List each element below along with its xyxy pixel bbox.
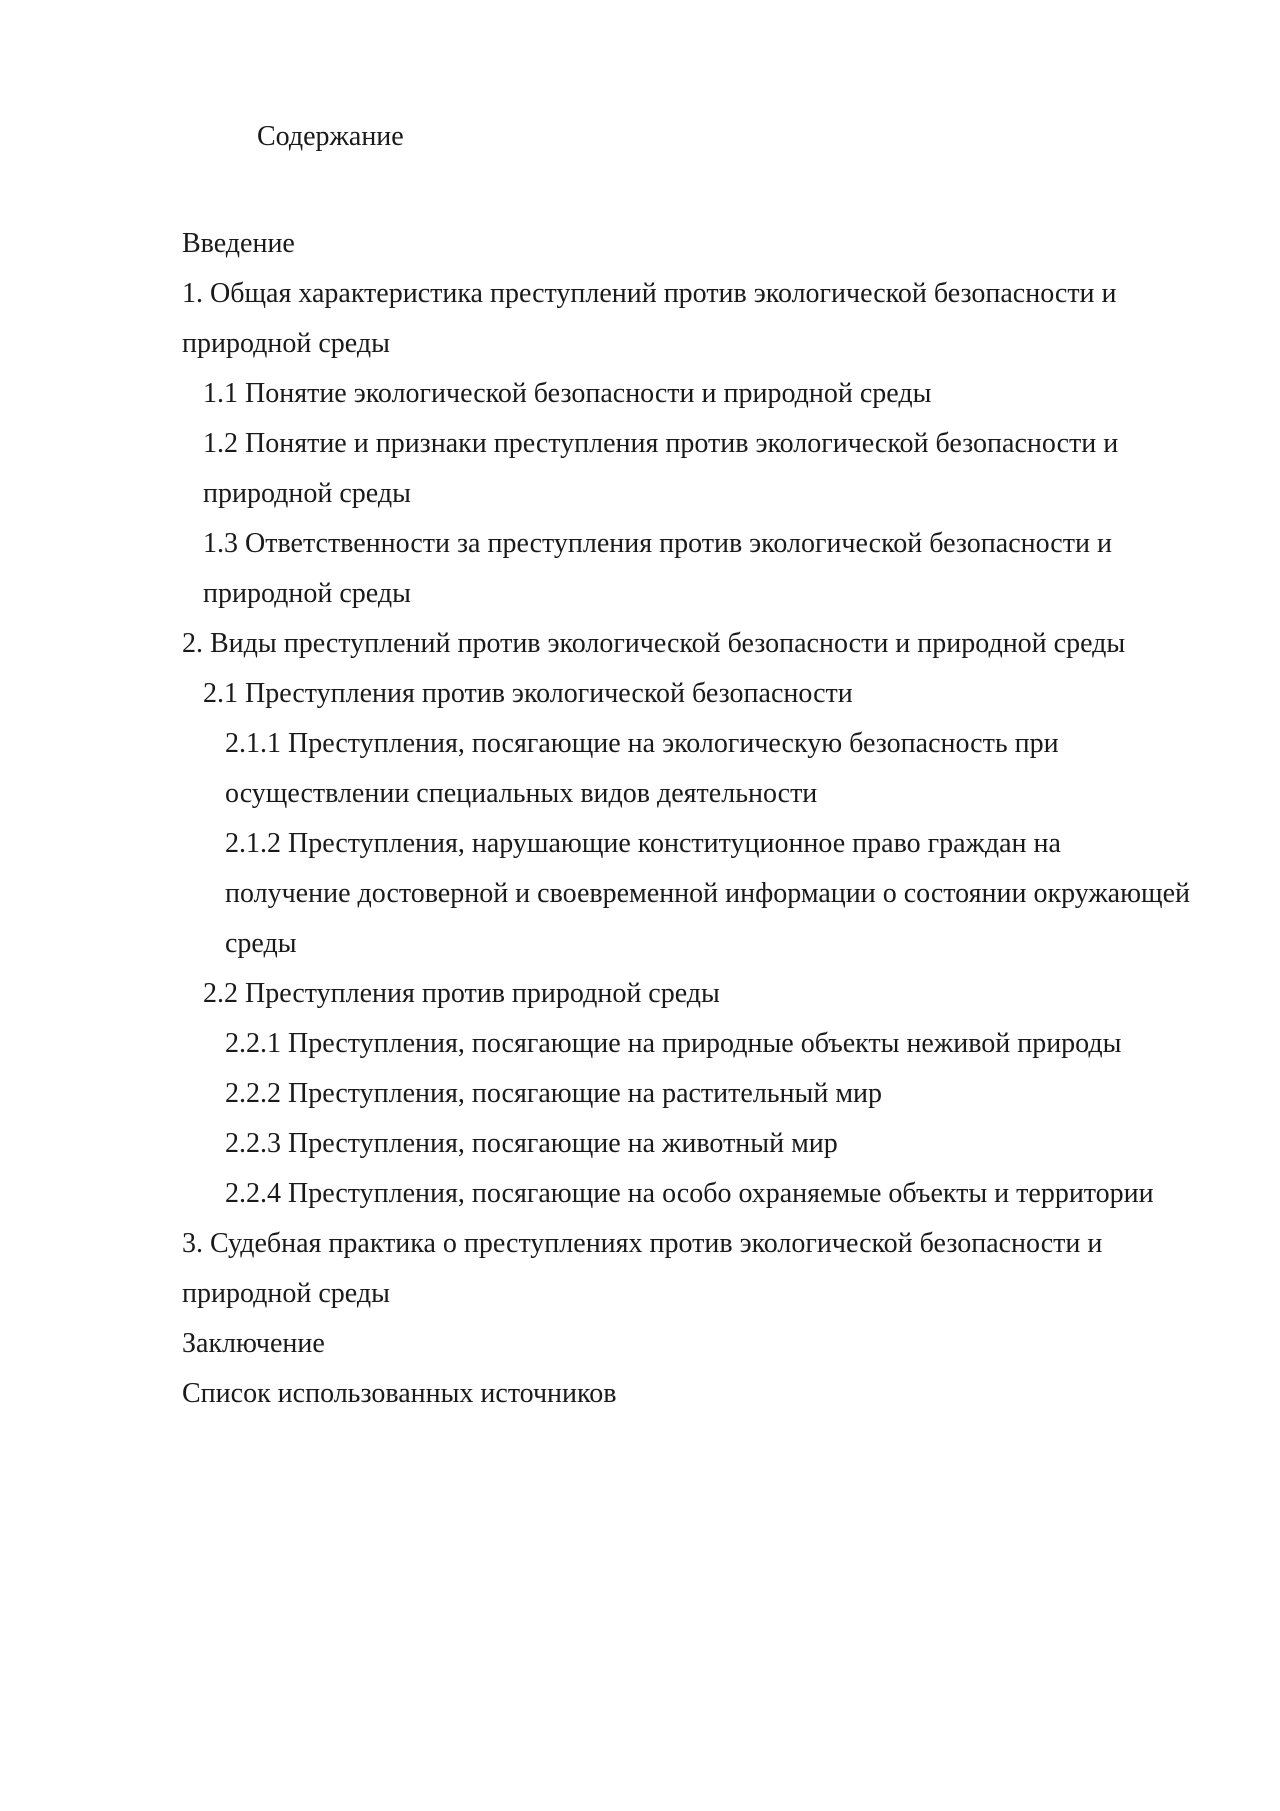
toc-item-label: Заключение <box>182 1328 325 1359</box>
toc-item-label: 2.1.1 Преступления, посягающие на экологическую безопасность при осуществлении специальных видов деятельности <box>225 728 1059 809</box>
toc-item-label: 2.2.2 Преступления, посягающие на растительный мир <box>225 1078 883 1109</box>
toc-item-references <box>182 1369 1192 1419</box>
toc-item-section-2-1-2 <box>182 819 1192 969</box>
toc-item-label: 2.2.1 Преступления, посягающие на природные объекты неживой природы <box>225 1028 1122 1059</box>
toc-item-label: 2.2.3 Преступления, посягающие на животный мир <box>225 1128 838 1159</box>
toc-item-label: 2.2.4 Преступления, посягающие на особо охраняемые объекты и территории <box>225 1178 1154 1209</box>
toc-item-introduction <box>182 219 1192 269</box>
toc-item-section-1-1 <box>182 369 1192 419</box>
toc-item-chapter-2 <box>182 619 1192 669</box>
toc-item-conclusion <box>182 1319 1192 1369</box>
toc-item-section-2-1 <box>182 669 1192 719</box>
toc-item-label: 1.2 Понятие и признаки преступления против экологической безопасности и природной среды <box>203 428 1119 509</box>
toc-item-label: 2.1 Преступления против экологической безопасности <box>203 678 853 709</box>
toc-title: Содержание <box>257 121 404 152</box>
toc-item-section-1-2 <box>182 419 1192 519</box>
toc-item-section-2-2-2 <box>182 1069 1192 1119</box>
toc-item-section-1-3 <box>182 519 1192 619</box>
toc-item-label: 2. Виды преступлений против экологической безопасности и природной среды <box>182 628 1126 659</box>
toc-item-chapter-1 <box>182 269 1192 369</box>
toc-item-section-2-2 <box>182 969 1192 1019</box>
toc-item-label: 1. Общая характеристика преступлений против экологической безопасности и природной среды <box>182 278 1117 359</box>
toc-item-chapter-3 <box>182 1219 1192 1319</box>
toc-item-label: Список использованных источников <box>182 1378 617 1409</box>
toc-item-section-2-1-1 <box>182 719 1192 819</box>
toc-item-section-2-2-1 <box>182 1019 1192 1069</box>
toc-item-section-2-2-3 <box>182 1119 1192 1169</box>
toc-item-label: 2.2 Преступления против природной среды <box>203 978 720 1009</box>
toc-item-label: 3. Судебная практика о преступлениях против экологической безопасности и природной среды <box>182 1228 1103 1309</box>
toc-item-label: 1.1 Понятие экологической безопасности и природной среды <box>203 378 932 409</box>
toc-item-section-2-2-4 <box>182 1169 1192 1219</box>
toc-item-label: 2.1.2 Преступления, нарушающие конституционное право граждан на получение достоверной и своевременной информации о состоянии окружающей среды <box>225 828 1190 959</box>
table-of-contents <box>182 219 1192 1419</box>
toc-item-label: 1.3 Ответственности за преступления против экологической безопасности и природной среды <box>203 528 1112 609</box>
toc-item-label: Введение <box>182 228 295 259</box>
